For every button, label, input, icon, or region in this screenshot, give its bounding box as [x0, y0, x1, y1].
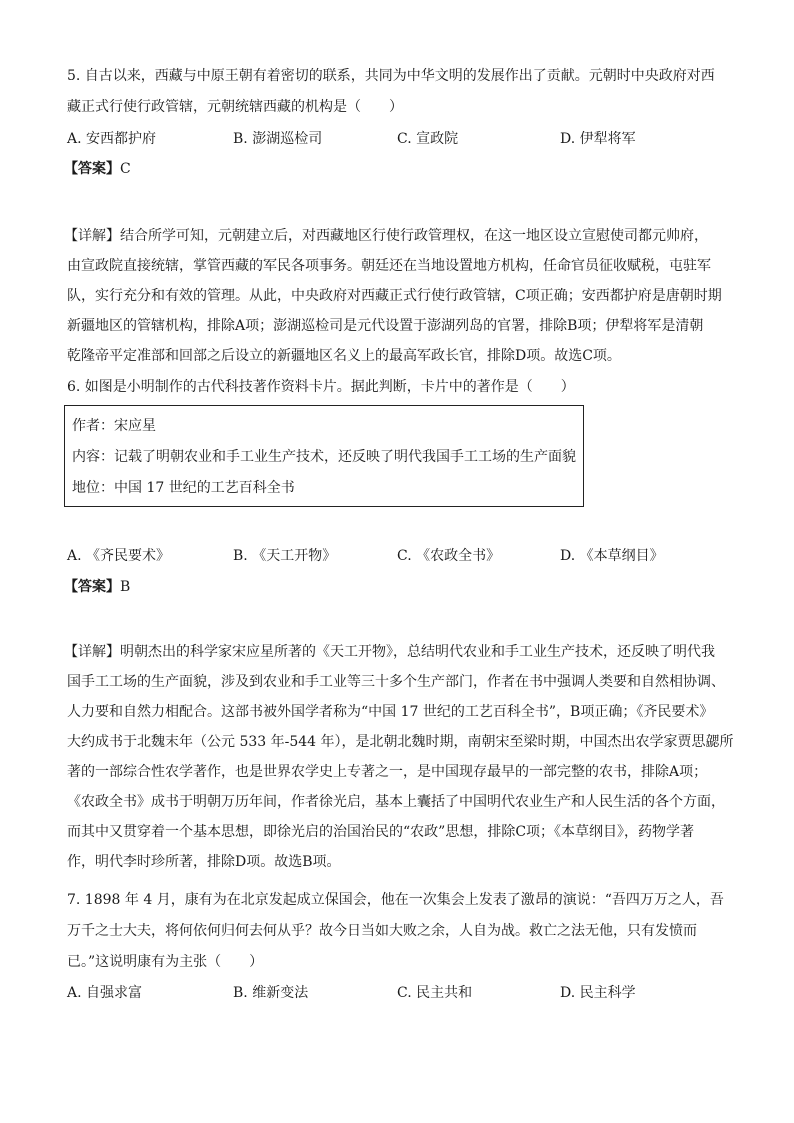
q6-card-author: 作者：宋应星 [72, 418, 156, 434]
q7-option-b: B. 维新变法 [233, 985, 309, 1001]
q6-option-d: D. 《本草纲目》 [560, 548, 664, 564]
q5-detail-line-5: 乾隆帝平定准部和回部之后设立的新疆地区名义上的最高军政长官，排除D项。故选C项。 [67, 348, 621, 364]
q6-detail-line-1: 【详解】明朝杰出的科学家宋应星所著的《天工开物》，总结明代农业和手工业生产技术，还反映了明代我 [64, 644, 715, 660]
q6-option-a: A. 《齐民要术》 [67, 548, 171, 564]
q6-detail-line-5: 著的一部综合性农学著作，也是世界农学史上专著之一，是中国现存最早的一部完整的农书，排除A项； [67, 764, 708, 780]
q5-detail-line-2: 由宣政院直接统辖，掌管西藏的军民各项事务。朝廷还在当地设置地方机构，任命官员征收赋税，屯驻军 [67, 258, 711, 274]
q6-card-content: 内容：记载了明朝农业和手工业生产技术，还反映了明代我国手工工场的生产面貌 [72, 449, 576, 465]
q6-answer-label: 【答案】 [64, 579, 120, 595]
q5-option-a: A. 安西都护府 [67, 131, 157, 147]
q5-option-d: D. 伊犁将军 [560, 131, 636, 147]
q5-answer [64, 159, 131, 179]
q6-answer [64, 577, 130, 597]
q7-stem-line-2: 万千之士大夫，将何依何归何去何从乎？故今日当如大败之余，人自为战。救亡之法无他，只有发愤而 [67, 923, 697, 939]
q5-answer-value: C [120, 161, 131, 177]
q5-detail-line-3: 队，实行充分和有效的管理。从此，中央政府对西藏正式行使行政管辖，C项正确；安西都护府是唐朝时期 [67, 288, 722, 304]
q5-stem-line-2: 藏正式行使行政管辖，元朝统辖西藏的机构是（ ） [67, 99, 403, 115]
q5-option-b: B. 澎湖巡检司 [233, 131, 323, 147]
q6-option-c: C. 《农政全书》 [397, 548, 501, 564]
q6-option-b: B. 《天工开物》 [233, 548, 337, 564]
q5-answer-label: 【答案】 [64, 161, 120, 177]
q5-detail-line-1: 【详解】结合所学可知，元朝建立后，对西藏地区行使行政管理权，在这一地区设立宣慰使司都元帅府， [64, 228, 708, 244]
q6-detail-line-2: 国手工工场的生产面貌，涉及到农业和手工业等三十多个生产部门，作者在书中强调人类要和自然相协调、 [67, 674, 725, 690]
q7-option-d: D. 民主科学 [560, 985, 636, 1001]
q6-detail-line-7: 而其中又贯穿着一个基本思想，即徐光启的治国治民的“农政”思想，排除C项；《本草纲目》，药物学著 [67, 824, 695, 840]
q6-detail-line-3: 人力要和自然力相配合。这部书被外国学者称为“中国 17 世纪的工艺百科全书”，B项正确；《齐民要术》 [67, 704, 714, 720]
q6-answer-value: B [120, 579, 131, 595]
q6-detail-line-6: 《农政全书》成书于明朝万历年间，作者徐光启，基本上囊括了中国明代农业生产和人民生活的各个方面， [67, 794, 725, 810]
q6-card-status: 地位：中国 17 世纪的工艺百科全书 [72, 480, 295, 496]
q6-detail-line-4: 大约成书于北魏末年（公元 533 年-544 年），是北朝北魏时期，南朝宋至梁时期，中国杰出农学家贾思勰所 [67, 734, 734, 750]
q6-info-card [64, 405, 584, 507]
q7-stem-line-3: 已。”这说明康有为主张（ ） [67, 954, 264, 970]
q7-option-c: C. 民主共和 [397, 985, 473, 1001]
q7-option-a: A. 自强求富 [67, 985, 143, 1001]
q5-detail-line-4: 新疆地区的管辖机构，排除A项；澎湖巡检司是元代设置于澎湖列岛的官署，排除B项；伊犁将军是清朝 [67, 318, 704, 334]
q6-detail-line-8: 作，明代李时珍所著，排除D项。故选B项。 [67, 854, 341, 870]
q5-option-c: C. 宣政院 [397, 131, 459, 147]
q7-stem-line-1: 7. 1898 年 4 月，康有为在北京发起成立保国会，他在一次集会上发表了激昂的演说：“吾四万万之人，吾 [67, 892, 724, 908]
q6-stem: 6. 如图是小明制作的古代科技著作资料卡片。据此判断，卡片中的著作是（ ） [67, 379, 575, 395]
q5-stem-line-1: 5. 自古以来，西藏与中原王朝有着密切的联系，共同为中华文明的发展作出了贡献。元朝时中央政府对西 [67, 68, 715, 84]
